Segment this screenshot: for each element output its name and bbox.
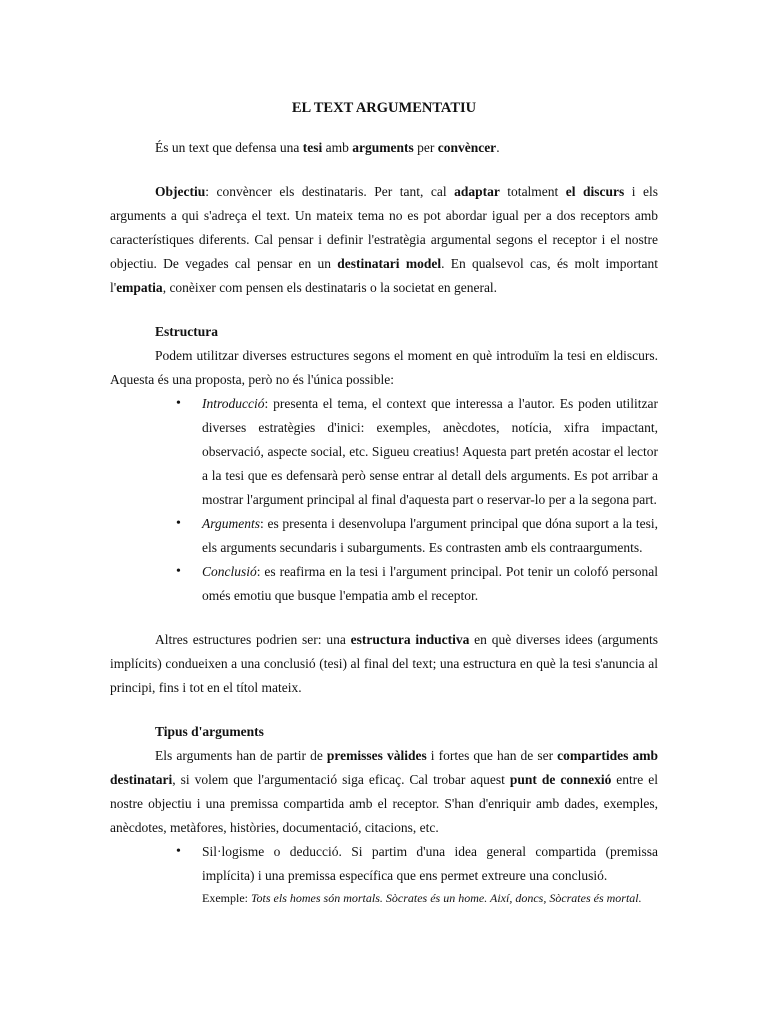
intro-bold-convencer: convèncer (437, 140, 497, 155)
objectiu-bold: destinatari model (337, 256, 442, 271)
tipus-text: i fortes que han de ser (426, 748, 558, 763)
objectiu-bold: el discurs (565, 184, 625, 199)
altres-bold: estructura inductiva (350, 632, 470, 647)
tipus-bold: premisses vàlides (326, 748, 427, 763)
list-item-lead: Introducció (202, 396, 265, 411)
altres-paragraph (110, 628, 658, 700)
objectiu-text: i els arguments a qui s'adreça el text. Un mateix tema no es pot abordar igual per a dos receptors amb característiques diferents. Cal pensar i definir l'estratègia argumental segons el receptor i el nostre objectiu. De vegades cal pensar en un (110, 184, 658, 271)
objectiu-bold: adaptar (454, 184, 500, 199)
intro-bold-tesi: tesi (302, 140, 323, 155)
altres-text: en què diverses idees (arguments implícits) condueixen a una conclusió (tesi) al final del text; una estructura en què la tesi s'anuncia al principi, fins i tot en el títol mateix. (110, 632, 658, 695)
tipus-bold: punt de connexió (509, 772, 612, 787)
list-item-text: Sil·logisme o deducció. Si partim d'una idea general compartida (premissa implícita) i una premissa específica que ens permet extreure una conclusió. (202, 844, 658, 883)
intro-paragraph (110, 136, 658, 160)
objectiu-text: , conèixer com pensen els destinataris o la societat en general. (162, 280, 498, 295)
list-item (202, 560, 658, 608)
example-text: Tots els homes són mortals. Sòcrates és un home. Així, doncs, Sòcrates és mortal. (250, 891, 642, 905)
tipus-list (110, 840, 658, 908)
tipus-text: , si volem que l'argumentació siga eficaç. Cal trobar aquest (172, 772, 510, 787)
objectiu-text: . En qualsevol cas, és molt important l' (110, 256, 658, 295)
intro-text: És un text que defensa una (155, 140, 303, 155)
list-item-text: : es presenta i desenvolupa l'argument principal que dóna suport a la tesi, els arguments secundaris i subarguments. Es contrasten amb els contraarguments. (202, 516, 658, 555)
list-item-text: : presenta el tema, el context que interessa a l'autor. Es poden utilitzar diverses estratègies d'inici: exemples, anècdotes, notícia, xifra impactant, observació, aspecte social, etc. Sigueu creatius! Aquesta part pretén acostar el lector a la tesi que es defensarà però sense entrar al detall dels arguments. Es pot arribar a mostrar l'argument principal al final d'aquesta part o reservar-lo per a la segona part. (202, 396, 658, 507)
list-item (202, 512, 658, 560)
estructura-list (110, 392, 658, 608)
intro-text: . (496, 140, 500, 155)
intro-text: per (413, 140, 438, 155)
objectiu-bold: empatia (116, 280, 163, 295)
tipus-bold: compartides amb destinatari (110, 748, 658, 787)
objectiu-label: Objectiu (155, 184, 206, 199)
intro-bold-arguments: arguments (352, 140, 414, 155)
tipus-paragraph (110, 744, 658, 840)
list-item (202, 840, 658, 908)
objectiu-paragraph (110, 180, 658, 300)
list-item-lead: Conclusió (202, 564, 257, 579)
altres-text: Altres estructures podrien ser: una (155, 632, 351, 647)
objectiu-text: : convèncer els destinataris. Per tant, cal (205, 184, 455, 199)
section-heading-estructura: Estructura (155, 324, 218, 339)
list-item (202, 392, 658, 512)
tipus-text: Els arguments han de partir de (155, 748, 327, 763)
list-item-lead: Arguments (202, 516, 260, 531)
estructura-paragraph: Podem utilitzar diverses estructures segons el moment en què introduïm la tesi en eldiscurs. Aquesta és una proposta, però no és l'única possible: (110, 348, 658, 387)
list-item-text: : es reafirma en la tesi i l'argument principal. Pot tenir un colofó personal omés emotiu que busque l'empatia amb el receptor. (202, 564, 658, 603)
intro-text: amb (322, 140, 353, 155)
example-label: Exemple: (202, 891, 251, 905)
objectiu-text: totalment (499, 184, 566, 199)
page-title: EL TEXT ARGUMENTATIU (291, 100, 477, 116)
tipus-text: entre el nostre objectiu i una premissa compartida amb el receptor. S'han d'enriquir amb dades, exemples, anècdotes, metàfores, històries, documentació, citacions, etc. (110, 772, 659, 835)
example-line (202, 888, 658, 908)
section-heading-tipus: Tipus d'arguments (155, 724, 264, 739)
